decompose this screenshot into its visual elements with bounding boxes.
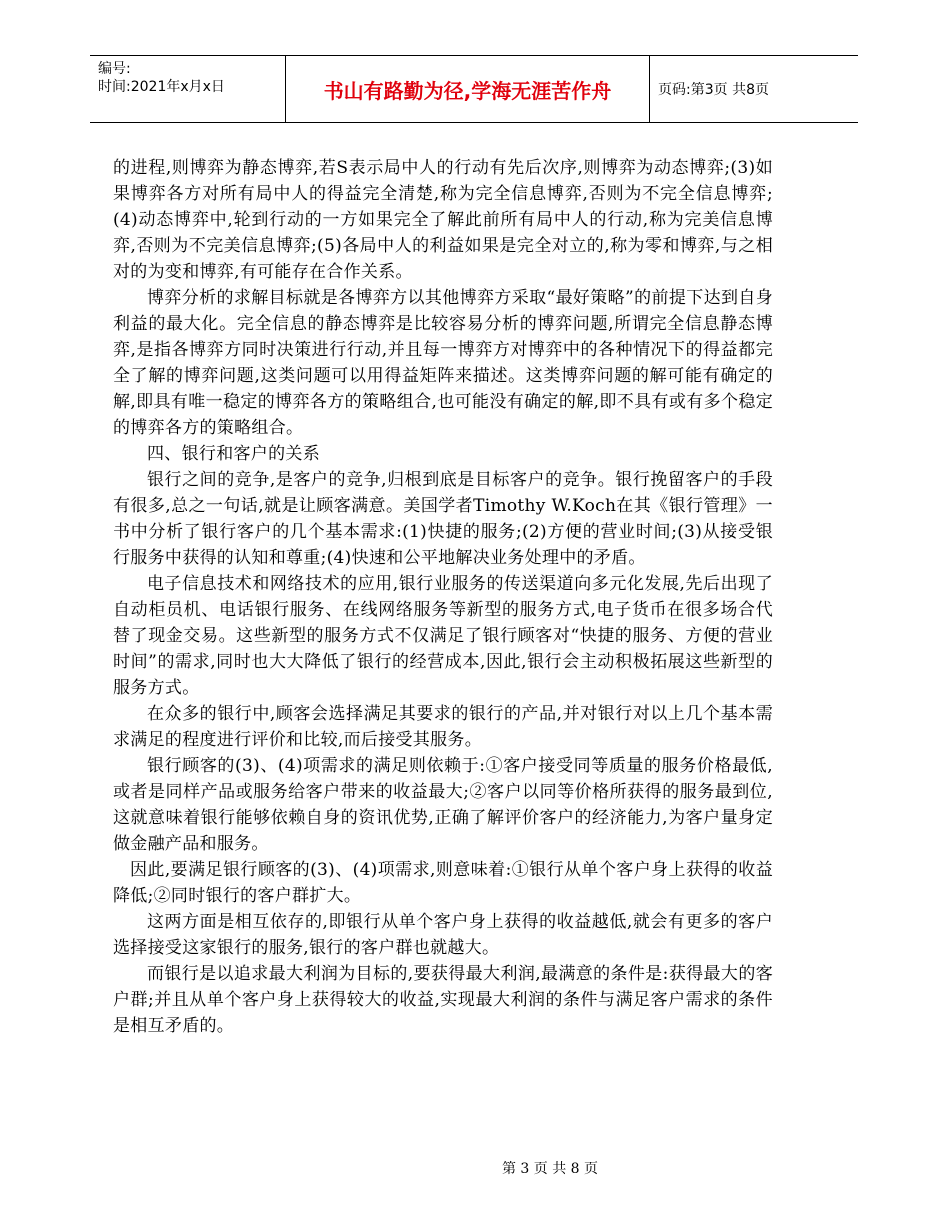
- section-heading: 四、银行和客户的关系: [147, 444, 320, 464]
- document-number-label: 编号:: [98, 61, 131, 77]
- header-slogan: 书山有路勤为径,学海无涯苦作舟: [286, 56, 650, 122]
- header-meta: [90, 56, 286, 122]
- page-footer: [0, 1158, 950, 1178]
- paragraph: 而银行是以追求最大利润为目标的,要获得最大利润,最满意的条件是:获得最大的客户群;并且从单个客户身上获得较大的收益,实现最大利润的条件与满足客户需求的条件是相互矛盾的。: [113, 964, 773, 1036]
- paragraph: 的进程,则博弈为静态博弈,若S表示局中人的行动有先后次序,则博弈为动态博弈;(3)如果博弈各方对所有局中人的得益完全清楚,称为完全信息博弈,否则为不完全信息博弈;(4)动态博弈中,轮到行动的一方如果完全了解此前所有局中人的行动,称为完美信息博弈,否则为不完美信息博弈;(5)各局中人的利益如果是完全对立的,称为零和博弈,与之相对的为变和博弈,有可能存在合作关系。: [113, 158, 773, 282]
- header-page-info: 页码:第3页 共8页: [658, 82, 769, 98]
- paragraph: 银行顾客的(3)、(4)项需求的满足则依赖于:①客户接受同等质量的服务价格最低,或者是同样产品或服务给客户带来的收益最大;②客户以同等价格所获得的服务最到位,这就意味着银行能够依赖自身的资讯优势,正确了解评价客户的经济能力,为客户量身定做金融产品和服务。: [113, 756, 773, 854]
- paragraph: 博弈分析的求解目标就是各博弈方以其他博弈方采取“最好策略”的前提下达到自身利益的最大化。完全信息的静态博弈是比较容易分析的博弈问题,所谓完全信息静态博弈,是指各博弈方同时决策进行行动,并且每一博弈方对博弈中的各种情况下的得益都完全了解的博弈问题,这类问题可以用得益矩阵来描述。这类博弈问题的解可能有确定的解,即具有唯一稳定的博弈各方的策略组合,也可能没有确定的解,即不具有或有多个稳定的博弈各方的策略组合。: [113, 288, 773, 438]
- paragraph: 银行之间的竞争,是客户的竞争,归根到底是目标客户的竞争。银行挽留客户的手段有很多,总之一句话,就是让顾客满意。美国学者Timothy W.Koch在其《银行管理》一书中分析了银行客户的几个基本需求:(1)快捷的服务;(2)方便的营业时间;(3)从接受银行服务中获得的认知和尊重;(4)快速和公平地解决业务处理中的矛盾。: [113, 470, 773, 568]
- paragraph: 这两方面是相互依存的,即银行从单个客户身上获得的收益越低,就会有更多的客户选择接受这家银行的服务,银行的客户群也就越大。: [113, 912, 773, 958]
- document-body: [113, 155, 773, 1039]
- paragraph: 在众多的银行中,顾客会选择满足其要求的银行的产品,并对银行对以上几个基本需求满足的程度进行评价和比较,而后接受其服务。: [113, 704, 773, 750]
- page-header: [90, 55, 858, 123]
- footer-page-number: 第 3 页 共 8 页: [501, 1161, 599, 1177]
- paragraph: 因此,要满足银行顾客的(3)、(4)项需求,则意味着:①银行从单个客户身上获得的收益降低;②同时银行的客户群扩大。: [113, 860, 773, 906]
- paragraph: 电子信息技术和网络技术的应用,银行业服务的传送渠道向多元化发展,先后出现了自动柜员机、电话银行服务、在线网络服务等新型的服务方式,电子货币在很多场合代替了现金交易。这些新型的服务方式不仅满足了银行顾客对“快捷的服务、方便的营业时间”的需求,同时也大大降低了银行的经营成本,因此,银行会主动积极拓展这些新型的服务方式。: [113, 574, 773, 698]
- document-time: 时间:2021年x月x日: [98, 79, 225, 95]
